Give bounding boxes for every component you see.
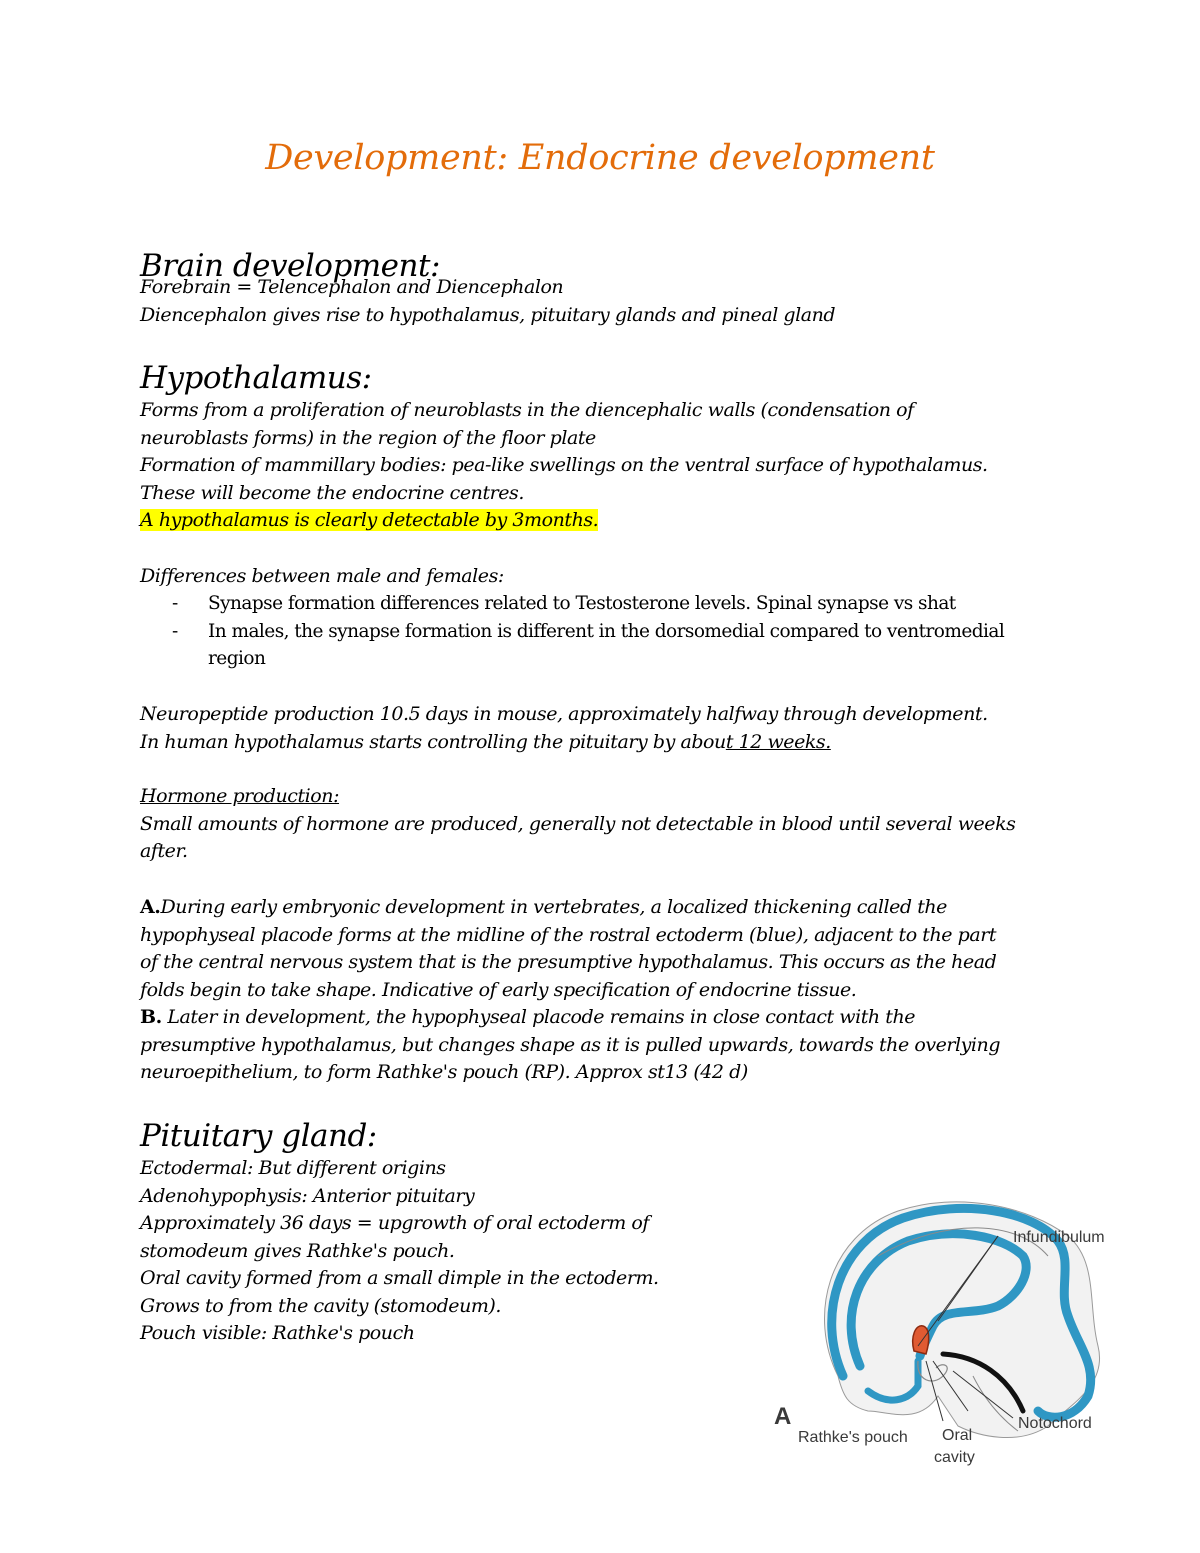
pituitary-paragraph xyxy=(140,1155,659,1348)
text-fragment: In human hypothalamus starts controlling the pituitary by abou xyxy=(140,730,726,753)
text-line: folds begin to take shape. Indicative of early specification of endocrine tissue. xyxy=(140,978,857,1001)
text-line: neuroblasts forms) in the region of the floor plate xyxy=(140,426,596,449)
hormone-label: Hormone production: xyxy=(140,785,340,807)
pituitary-diagram xyxy=(768,1196,1138,1496)
panel-label: A xyxy=(774,1403,792,1430)
text-line: neuroepithelium, to form Rathke's pouch (RP). Approx st13 (42 d) xyxy=(140,1061,748,1083)
label-b: B. xyxy=(140,1006,162,1028)
text-line: Forms from a proliferation of neuroblasts in the diencephalic walls (condensation of xyxy=(140,399,914,421)
text-fragment: During early embryonic development in vertebrates, a localized thickening called the xyxy=(160,896,947,918)
highlighted-text: A hypothalamus is clearly detectable by 3months. xyxy=(140,509,599,531)
brain-paragraph xyxy=(140,274,835,329)
text-line: presumptive hypothalamus, but changes shape as it is pulled upwards, towards the overlying xyxy=(140,1033,1001,1056)
text-line: These will become the endocrine centres. xyxy=(140,481,524,504)
list-item xyxy=(172,618,1004,673)
list-item xyxy=(172,590,1004,618)
hormone-paragraph xyxy=(140,783,1015,866)
page-title: Development: Endocrine development xyxy=(265,138,935,178)
text-line: hypophyseal placode forms at the midline of the rostral ectoderm (blue), adjacent to the part xyxy=(140,923,997,946)
text-line: Oral cavity formed from a small dimple in the ectoderm. xyxy=(140,1267,659,1289)
text-line: after. xyxy=(140,840,188,862)
text-line: Grows to from the cavity (stomodeum). xyxy=(140,1294,501,1317)
text-line: of the central nervous system that is the presumptive hypothalamus. This occurs as the head xyxy=(140,951,997,973)
text-line: Neuropeptide production 10.5 days in mouse, approximately halfway through development. xyxy=(140,703,988,725)
differences-list xyxy=(172,590,1004,673)
text-line: Approximately 36 days = upgrowth of oral ectoderm of xyxy=(140,1212,649,1234)
neuropeptide-paragraph xyxy=(140,701,988,756)
text-fragment: Later in development, the hypophyseal placode remains in close contact with the xyxy=(161,1006,916,1028)
differences-label: Differences between male and females: xyxy=(140,565,504,587)
rathkes-pouch xyxy=(913,1326,929,1354)
text-line: Diencephalon gives rise to hypothalamus, pituitary glands and pineal gland xyxy=(140,303,836,326)
hypothalamus-paragraph xyxy=(140,397,988,535)
label-cavity: cavity xyxy=(934,1449,975,1466)
heading-hypothalamus: Hypothalamus: xyxy=(140,360,372,396)
text-line: stomodeum gives Rathke's pouch. xyxy=(140,1239,455,1262)
label-notochord: Notochord xyxy=(1018,1415,1092,1432)
underlined-text: t 12 weeks. xyxy=(725,730,831,753)
text-line: Small amounts of hormone are produced, generally not detectable in blood until several weeks xyxy=(140,812,1016,835)
text-line: Forebrain = Telencephalon and Diencephalon xyxy=(140,276,564,298)
text-line: Ectodermal: But different origins xyxy=(140,1157,446,1179)
bullet-text: region xyxy=(208,648,266,669)
text-line: Pouch visible: Rathke's pouch xyxy=(140,1322,415,1344)
label-oral: Oral xyxy=(942,1427,973,1444)
heading-pituitary-gland: Pituitary gland: xyxy=(140,1118,377,1154)
label-rathkes-pouch: Rathke's pouch xyxy=(798,1429,908,1446)
ab-paragraph xyxy=(140,894,1000,1087)
bullet-text: In males, the synapse formation is different in the dorsomedial compared to ventromedial xyxy=(208,620,1005,642)
bullet-dash: - xyxy=(172,593,178,614)
label-a: A. xyxy=(140,896,161,918)
heading-brain-development: Brain development: xyxy=(140,248,440,284)
text-line: Formation of mammillary bodies: pea-like swellings on the ventral surface of hypothalamus. xyxy=(140,454,988,476)
label-infundibulum: Infundibulum xyxy=(1013,1229,1105,1246)
text-line: Adenohypophysis: Anterior pituitary xyxy=(140,1184,475,1207)
bullet-dash: - xyxy=(172,620,178,642)
bullet-text: Synapse formation differences related to Testosterone levels. Spinal synapse vs shat xyxy=(208,593,956,614)
